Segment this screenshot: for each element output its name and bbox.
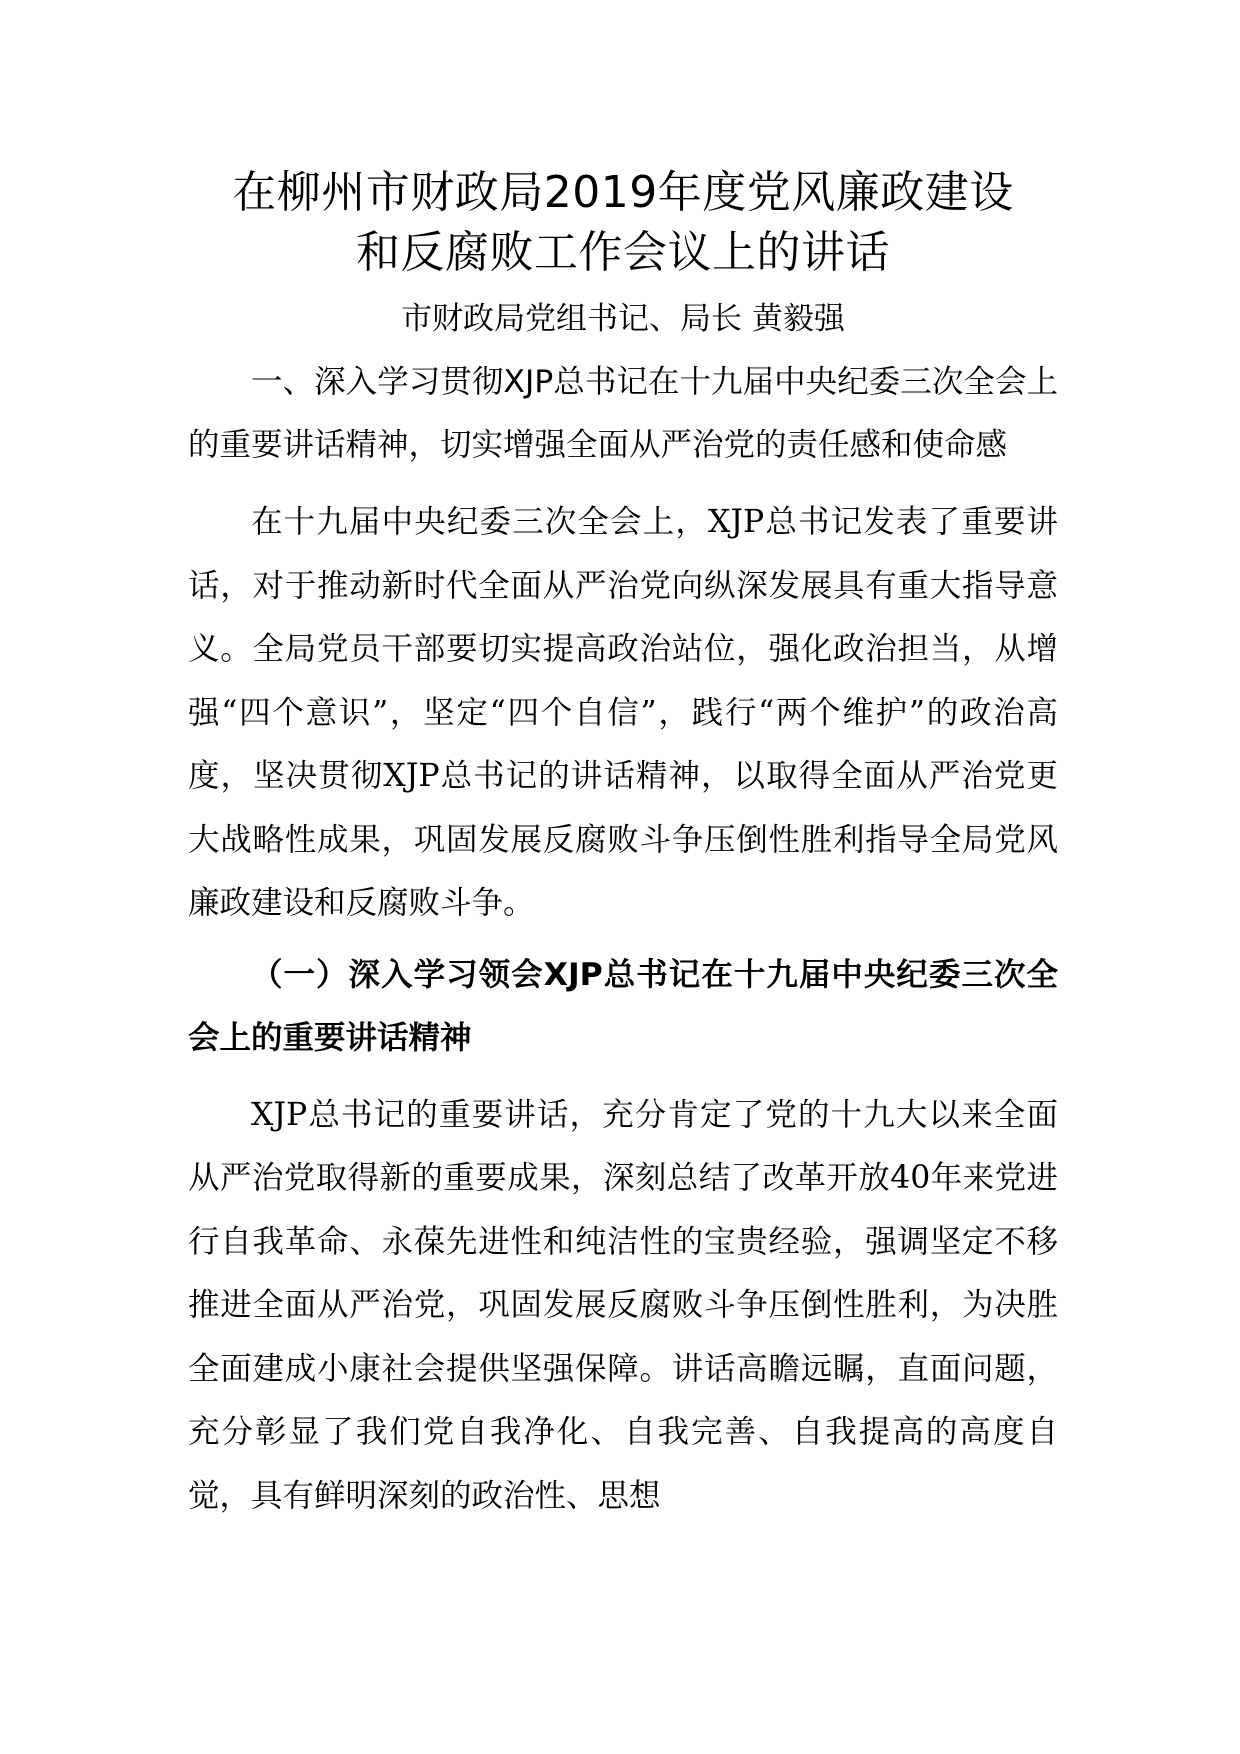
paragraph-2: XJP总书记的重要讲话，充分肯定了党的十九大以来全面从严治党取得新的重要成果，深刻总结了改革开放40年来党进行自我革命、永葆先进性和纯洁性的宝贵经验，强调坚定不移推进全面从严治党，巩固发展反腐败斗争压倒性胜利，为决胜全面建成小康社会提供坚强保障。讲话高瞻远瞩，直面问题，充分彰显了我们党自我净化、自我完善、自我提高的高度自觉，具有鲜明深刻的政治性、思想 [188, 1096, 1058, 1514]
title-line-1: 在柳州市财政局2019年度党风廉政建设 [232, 167, 1014, 218]
document-title [188, 163, 1058, 283]
document-body [188, 163, 1058, 1528]
section-heading-1: 一、深入学习贯彻XJP总书记在十九届中央纪委三次全会上的重要讲话精神，切实增强全面从严治党的责任感和使命感 [188, 364, 1058, 463]
author-line: 市财政局党组书记、局长 黄毅强 [401, 301, 845, 337]
subsection-heading-1: （一）深入学习领会XJP总书记在十九届中央纪委三次全会上的重要讲话精神 [188, 956, 1058, 1056]
paragraph-1: 在十九届中央纪委三次全会上，XJP总书记发表了重要讲话，对于推动新时代全面从严治党向纵深发展具有重大指导意义。全局党员干部要切实提高政治站位，强化政治担当，从增强“四个意识”，坚定“四个自信”，践行“两个维护”的政治高度，坚决贯彻XJP总书记的讲话精神，以取得全面从严治党更大战略性成果，巩固发展反腐败斗争压倒性胜利指导全局党风廉政建设和反腐败斗争。 [188, 504, 1058, 921]
title-line-2: 和反腐败工作会议上的讲话 [356, 227, 890, 278]
